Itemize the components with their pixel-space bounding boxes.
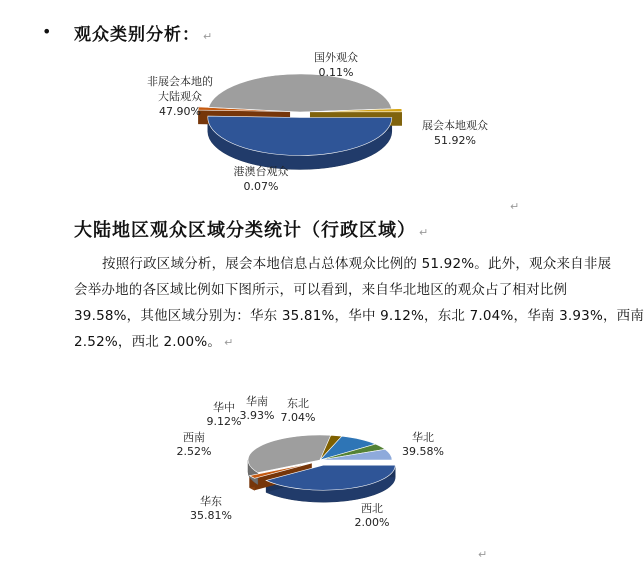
pie-data-label: 华中 9.12% xyxy=(206,401,242,428)
pie-data-label: 华北 39.58% xyxy=(402,431,444,458)
paragraph-line: 39.58%，其他区域分别为：华东 35.81%，华中 9.12%，东北 7.04%，华南 3.93%，西南 xyxy=(74,308,644,324)
pie-data-label: 非展会本地的大陆观众 47.90% xyxy=(147,75,213,118)
pie-data-label: 西北 2.00% xyxy=(354,502,390,529)
paragraph-line-text: 2.52%，西北 2.00%。 xyxy=(74,334,222,350)
pie-slices xyxy=(248,435,395,490)
heading-text: 大陆地区观众区域分类统计（行政区域） xyxy=(74,220,416,241)
paragraph-mark-icon: ↵ xyxy=(478,548,488,561)
pie-data-label: 东北 7.04% xyxy=(280,397,316,424)
pie-data-label: 华东 35.81% xyxy=(190,495,232,522)
heading-text: 观众类别分析： xyxy=(74,25,200,45)
pie-data-label: 华南 3.93% xyxy=(239,395,275,422)
bullet-point: • xyxy=(42,22,52,41)
paragraph-line: 按照行政区域分析，展会本地信息占总体观众比例的 51.92%。此外，观众来自非展 xyxy=(102,256,612,272)
pie-data-label: 西南 2.52% xyxy=(176,431,212,458)
paragraph-line: 会举办地的各区域比例如下图所示，可以看到，来自华北地区的观众占了相对比例 xyxy=(74,282,568,298)
paragraph-mark-icon: ↵ xyxy=(203,30,214,43)
pie-data-label: 国外观众 0.11% xyxy=(314,51,358,79)
paragraph-mark-icon: ↵ xyxy=(224,336,234,349)
paragraph-mark-icon: ↵ xyxy=(510,200,520,213)
paragraph-mark-icon: ↵ xyxy=(419,226,430,239)
pie-data-label: 展会本地观众 51.92% xyxy=(422,119,488,147)
pie-data-label: 港澳台观众 0.07% xyxy=(233,165,289,193)
